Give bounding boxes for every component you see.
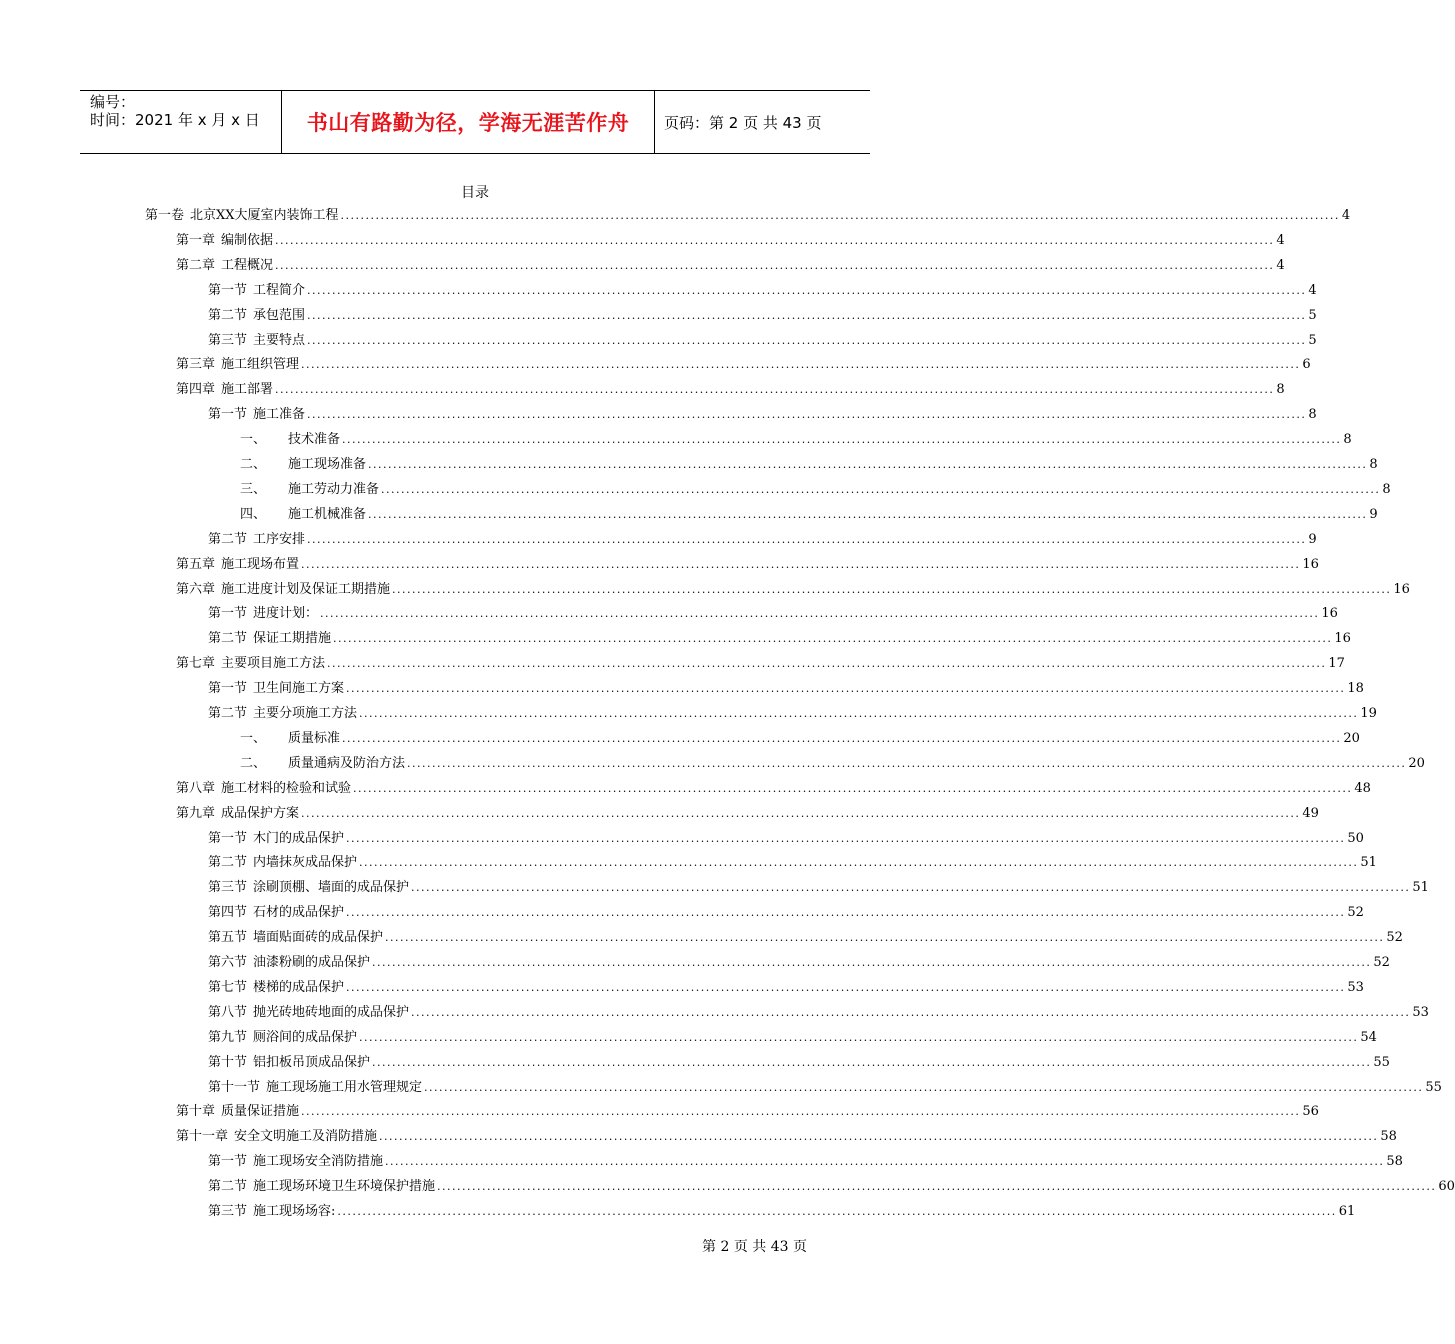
toc-entry-title: 工程概况 [221, 257, 274, 273]
toc-entry-page: 55 [1373, 1054, 1390, 1070]
toc-leader-dots: ........................................................................................................................................................................................................ [275, 258, 1275, 272]
toc-entry-page: 8 [1276, 382, 1285, 398]
toc-entry-label: 第五节 [208, 930, 248, 946]
toc-leader-dots: ........................................................................................................................................................................................................ [333, 632, 1333, 646]
toc-entry-label: 第二节 [208, 531, 248, 547]
toc-entry[interactable] [208, 827, 1364, 851]
toc-leader-dots: ........................................................................................................................................................................................................ [346, 682, 1346, 696]
toc-entry-title: 承包范围 [253, 307, 306, 323]
toc-entry[interactable] [176, 553, 1319, 577]
toc-entry-label: 第三章 [176, 357, 216, 373]
toc-entry[interactable] [240, 453, 1378, 477]
toc-leader-dots: ........................................................................................................................................................................................................ [407, 756, 1407, 770]
toc-entry[interactable] [208, 279, 1317, 303]
toc-entry[interactable] [208, 901, 1364, 925]
toc-leader-dots: ........................................................................................................................................................................................................ [437, 1180, 1437, 1194]
page-header [80, 90, 870, 154]
toc-entry-title: 施工现场场容: [253, 1204, 336, 1219]
toc-entry-label: 第二节 [208, 1179, 248, 1195]
toc-leader-dots: ........................................................................................................................................................................................................ [275, 233, 1275, 247]
toc-entry[interactable] [208, 403, 1317, 427]
toc-entry-page: 16 [1302, 556, 1319, 572]
toc-leader-dots: ........................................................................................................................................................................................................ [372, 1055, 1372, 1069]
toc-entry-page: 58 [1386, 1154, 1403, 1170]
toc-entry-page: 61 [1338, 1204, 1356, 1219]
toc-entry-page: 52 [1386, 930, 1403, 946]
toc-entry-title: 木门的成品保护 [253, 830, 345, 846]
toc-entry-label: 第八章 [176, 780, 216, 796]
toc-entry-label: 第一节 [208, 606, 248, 622]
toc-entry-page: 50 [1347, 830, 1364, 846]
toc-entry-label: 第一节 [208, 1154, 248, 1170]
toc-entry[interactable] [208, 677, 1364, 701]
toc-entry-title: 主要分项施工方法 [253, 706, 358, 721]
toc-entry[interactable] [208, 851, 1377, 875]
toc-entry-label: 第二节 [208, 706, 248, 721]
toc-entry-label: 第三节 [208, 1204, 248, 1219]
page-footer: 第 2 页 共 43 页 [702, 1239, 807, 1255]
toc-entry[interactable] [240, 478, 1391, 502]
toc-entry[interactable] [208, 304, 1317, 328]
toc-entry-label: 一、 [240, 432, 267, 448]
toc-entry-title: 施工现场布置 [221, 556, 300, 572]
toc-entry-label: 一、 [240, 730, 267, 746]
toc-leader-dots: ........................................................................................................................................................................................................ [346, 906, 1346, 920]
toc-leader-dots: ........................................................................................................................................................................................................ [307, 308, 1307, 322]
toc-entry[interactable] [208, 951, 1390, 975]
toc-entry-title: 涂刷顶棚、墙面的成品保护 [253, 880, 410, 896]
toc-entry-page: 19 [1360, 706, 1377, 721]
toc-entry[interactable] [208, 1076, 1442, 1100]
toc-leader-dots: ........................................................................................................................................................................................................ [346, 831, 1346, 845]
toc-entry-title: 施工现场环境卫生环境保护措施 [253, 1179, 436, 1195]
toc-entry-label: 第一节 [208, 407, 248, 423]
toc-leader-dots: ........................................................................................................................................................................................................ [411, 881, 1411, 895]
toc-entry-label: 第二节 [208, 631, 248, 647]
toc-entry-title: 厕浴间的成品保护 [253, 1029, 358, 1045]
toc-entry-page: 5 [1308, 332, 1317, 348]
toc-entry-label: 二、 [240, 457, 267, 472]
toc-entry-label: 第七章 [176, 656, 216, 672]
toc-entry-page: 9 [1308, 531, 1317, 547]
toc-entry-label: 第一节 [208, 830, 248, 846]
toc-entry-label: 第九章 [176, 805, 216, 821]
toc-entry-label: 第二节 [208, 855, 248, 871]
document-date-label: 时间：2021 年 x 月 x 日 [90, 111, 260, 129]
toc-leader-dots: ........................................................................................................................................................................................................ [307, 408, 1307, 422]
toc-entry-title: 成品保护方案 [221, 805, 300, 821]
toc-entry[interactable] [176, 1125, 1397, 1149]
toc-entry-title: 施工现场施工用水管理规定 [266, 1079, 423, 1095]
toc-entry[interactable] [208, 1175, 1455, 1199]
toc-entry-title: 铝扣板吊顶成品保护 [253, 1054, 371, 1070]
toc-entry-title: 抛光砖地砖地面的成品保护 [253, 1004, 410, 1020]
toc-entry-title: 安全文明施工及消防措施 [234, 1129, 378, 1145]
toc-entry-label: 第十一章 [176, 1129, 229, 1145]
toc-entry[interactable] [240, 428, 1352, 452]
toc-entry-page: 52 [1347, 905, 1364, 921]
toc-entry-label: 第十一节 [208, 1079, 261, 1095]
toc-entry-title: 施工现场准备 [288, 457, 367, 472]
toc-entry-page: 4 [1341, 208, 1351, 223]
toc-leader-dots: ........................................................................................................................................................................................................ [346, 980, 1346, 994]
toc-entry-label: 第九节 [208, 1029, 248, 1045]
toc-entry-label: 四、 [240, 506, 267, 522]
toc-leader-dots: ........................................................................................................................................................................................................ [307, 333, 1307, 347]
toc-entry-label: 第三节 [208, 880, 248, 896]
toc-entry-title: 主要特点 [253, 332, 306, 348]
toc-entry[interactable] [208, 602, 1338, 626]
toc-entry-page: 8 [1382, 481, 1391, 497]
toc-entry-page: 6 [1302, 357, 1311, 373]
toc-leader-dots: ........................................................................................................................................................................................................ [301, 358, 1301, 372]
toc-entry[interactable] [176, 1100, 1319, 1124]
toc-entry-label: 第一章 [176, 232, 216, 248]
toc-entry-page: 16 [1334, 631, 1351, 647]
toc-entry[interactable] [176, 652, 1345, 676]
toc-leader-dots: ........................................................................................................................................................................................................ [385, 931, 1385, 945]
toc-leader-dots: ........................................................................................................................................................................................................ [368, 507, 1368, 521]
toc-entry-page: 49 [1302, 805, 1319, 821]
toc-leader-dots: ........................................................................................................................................................................................................ [320, 607, 1320, 621]
toc-leader-dots: ........................................................................................................................................................................................................ [301, 557, 1301, 571]
toc-entry[interactable] [145, 204, 1351, 228]
toc-entry-page: 4 [1308, 282, 1317, 298]
toc-leader-dots: ........................................................................................................................................................................................................ [372, 956, 1372, 969]
toc-entry-title: 主要项目施工方法 [221, 656, 326, 672]
toc-entry-label: 第十章 [176, 1104, 216, 1120]
toc-entry-page: 20 [1408, 755, 1425, 771]
toc-entry-title: 楼梯的成品保护 [253, 979, 345, 995]
toc-entry[interactable] [176, 254, 1285, 278]
toc-entry[interactable] [240, 503, 1378, 527]
toc-entry-title: 施工机械准备 [288, 506, 367, 522]
header-motto: 书山有路勤为径，学海无涯苦作舟 [281, 91, 655, 153]
toc-leader-dots: ........................................................................................................................................................................................................ [411, 1005, 1411, 1019]
toc-entry-page: 18 [1347, 681, 1364, 697]
document-number-label: 编号： [90, 93, 136, 111]
toc-entry[interactable] [208, 329, 1317, 353]
toc-entry[interactable] [176, 229, 1285, 253]
toc-entry[interactable] [208, 926, 1403, 950]
toc-entry-page: 8 [1308, 407, 1317, 423]
toc-entry-page: 4 [1276, 232, 1285, 248]
toc-entry-title: 编制依据 [221, 232, 274, 248]
toc-leader-dots: ........................................................................................................................................................................................................ [424, 1080, 1424, 1094]
toc-entry-page: 51 [1412, 880, 1429, 896]
toc-entry-title: 施工准备 [253, 407, 306, 423]
toc-entry[interactable] [176, 353, 1311, 377]
toc-entry-title: 工序安排 [253, 531, 306, 547]
toc-leader-dots: ........................................................................................................................................................................................................ [379, 1130, 1379, 1144]
toc-entry-page: 5 [1308, 307, 1317, 323]
toc-entry-label: 第七节 [208, 979, 248, 995]
toc-entry-page: 60 [1438, 1179, 1455, 1195]
toc-entry-title: 北京XX大厦室内装饰工程 [190, 208, 339, 223]
toc-entry[interactable] [176, 578, 1410, 602]
toc-entry-label: 第一节 [208, 681, 248, 697]
toc-entry-title: 卫生间施工方案 [253, 681, 345, 697]
toc-entry-page: 54 [1360, 1029, 1377, 1045]
toc-entry[interactable] [208, 1200, 1356, 1224]
toc-leader-dots: ........................................................................................................................................................................................................ [337, 1205, 1337, 1218]
toc-entry-label: 第一节 [208, 282, 248, 298]
toc-leader-dots: ........................................................................................................................................................................................................ [275, 383, 1275, 397]
toc-entry-page: 20 [1343, 730, 1360, 746]
toc-entry-page: 55 [1425, 1079, 1442, 1095]
toc-entry-title: 工程简介 [253, 282, 306, 298]
toc-entry-page: 16 [1393, 581, 1410, 597]
toc-leader-dots: ........................................................................................................................................................................................................ [359, 1030, 1359, 1044]
toc-entry[interactable] [208, 528, 1317, 552]
toc-entry[interactable] [208, 876, 1429, 900]
toc-entry[interactable] [176, 777, 1371, 801]
toc-entry-label: 第八节 [208, 1004, 248, 1020]
toc-entry[interactable] [208, 1150, 1403, 1174]
toc-entry-page: 53 [1412, 1004, 1429, 1020]
toc-leader-dots: ........................................................................................................................................................................................................ [392, 582, 1392, 596]
toc-entry-label: 第三节 [208, 332, 248, 348]
toc-leader-dots: ........................................................................................................................................................................................................ [301, 806, 1301, 820]
toc-entry-title: 施工材料的检验和试验 [221, 780, 352, 796]
toc-leader-dots: ........................................................................................................................................................................................................ [385, 1155, 1385, 1169]
toc-leader-dots: ........................................................................................................................................................................................................ [342, 731, 1342, 745]
toc-entry-label: 第六节 [208, 955, 248, 970]
toc-leader-dots: ........................................................................................................................................................................................................ [368, 458, 1368, 471]
toc-title: 目录 [461, 185, 489, 201]
toc-entry-page: 8 [1369, 457, 1378, 472]
toc-entry-page: 4 [1276, 257, 1285, 273]
toc-entry-label: 第二章 [176, 257, 216, 273]
toc-leader-dots: ........................................................................................................................................................................................................ [327, 657, 1327, 671]
toc-entry-page: 58 [1380, 1129, 1397, 1145]
toc-entry-title: 内墙抹灰成品保护 [253, 855, 358, 871]
header-page-label: 页码：第 2 页 共 43 页 [664, 113, 822, 132]
toc-entry-page: 52 [1373, 955, 1390, 970]
toc-leader-dots: ........................................................................................................................................................................................................ [301, 1105, 1301, 1119]
toc-entry-title: 施工组织管理 [221, 357, 300, 373]
toc-entry-title: 进度计划： [253, 606, 319, 622]
toc-entry-title: 施工进度计划及保证工期措施 [221, 581, 391, 597]
toc-leader-dots: ........................................................................................................................................................................................................ [307, 532, 1307, 546]
toc-entry[interactable] [176, 802, 1319, 826]
toc-entry[interactable] [240, 727, 1360, 751]
toc-entry-title: 墙面贴面砖的成品保护 [253, 930, 384, 946]
toc-entry[interactable] [208, 1051, 1390, 1075]
toc-leader-dots: ........................................................................................................................................................................................................ [353, 781, 1353, 795]
toc-entry-label: 第十节 [208, 1054, 248, 1070]
toc-entry[interactable] [208, 1001, 1429, 1025]
toc-entry[interactable] [176, 378, 1285, 402]
toc-leader-dots: ........................................................................................................................................................................................................ [381, 482, 1381, 496]
toc-entry-title: 保证工期措施 [253, 631, 332, 647]
header-meta [80, 91, 281, 153]
toc-entry-page: 48 [1354, 780, 1371, 796]
toc-entry-page: 8 [1343, 432, 1352, 448]
toc-entry-title: 质量通病及防治方法 [288, 755, 406, 771]
toc-entry-page: 53 [1347, 979, 1364, 995]
toc-entry-title: 施工劳动力准备 [288, 481, 380, 497]
toc-entry[interactable] [208, 702, 1377, 726]
toc-entry-label: 第四节 [208, 905, 248, 921]
toc-entry-label: 第六章 [176, 581, 216, 597]
toc-entry[interactable] [208, 1026, 1377, 1050]
toc-entry-label: 三、 [240, 481, 267, 497]
toc-entry-title: 质量标准 [288, 730, 341, 746]
toc-entry-label: 第五章 [176, 556, 216, 572]
toc-entry-page: 9 [1369, 506, 1378, 522]
toc-entry-label: 第一卷 [145, 208, 185, 223]
toc-entry-title: 油漆粉刷的成品保护 [253, 955, 371, 970]
toc-leader-dots: ........................................................................................................................................................................................................ [340, 209, 1340, 222]
toc-leader-dots: ........................................................................................................................................................................................................ [359, 707, 1359, 720]
toc-entry-page: 51 [1360, 855, 1377, 871]
toc-leader-dots: ........................................................................................................................................................................................................ [359, 856, 1359, 870]
toc-leader-dots: ........................................................................................................................................................................................................ [307, 283, 1307, 297]
toc-entry-title: 技术准备 [288, 432, 341, 448]
toc-entry-title: 施工现场安全消防措施 [253, 1154, 384, 1170]
toc-entry-page: 17 [1328, 656, 1345, 672]
toc-entry-title: 施工部署 [221, 382, 274, 398]
toc-entry-page: 16 [1321, 606, 1338, 622]
toc-entry-title: 质量保证措施 [221, 1104, 300, 1120]
toc-entry[interactable] [208, 976, 1364, 1000]
toc-entry[interactable] [240, 752, 1425, 776]
toc-entry-page: 56 [1302, 1104, 1319, 1120]
toc-entry[interactable] [208, 627, 1351, 651]
toc-entry-title: 石材的成品保护 [253, 905, 345, 921]
toc-entry-label: 二、 [240, 755, 267, 771]
toc-entry-label: 第四章 [176, 382, 216, 398]
toc-entry-label: 第二节 [208, 307, 248, 323]
toc-leader-dots: ........................................................................................................................................................................................................ [342, 433, 1342, 447]
